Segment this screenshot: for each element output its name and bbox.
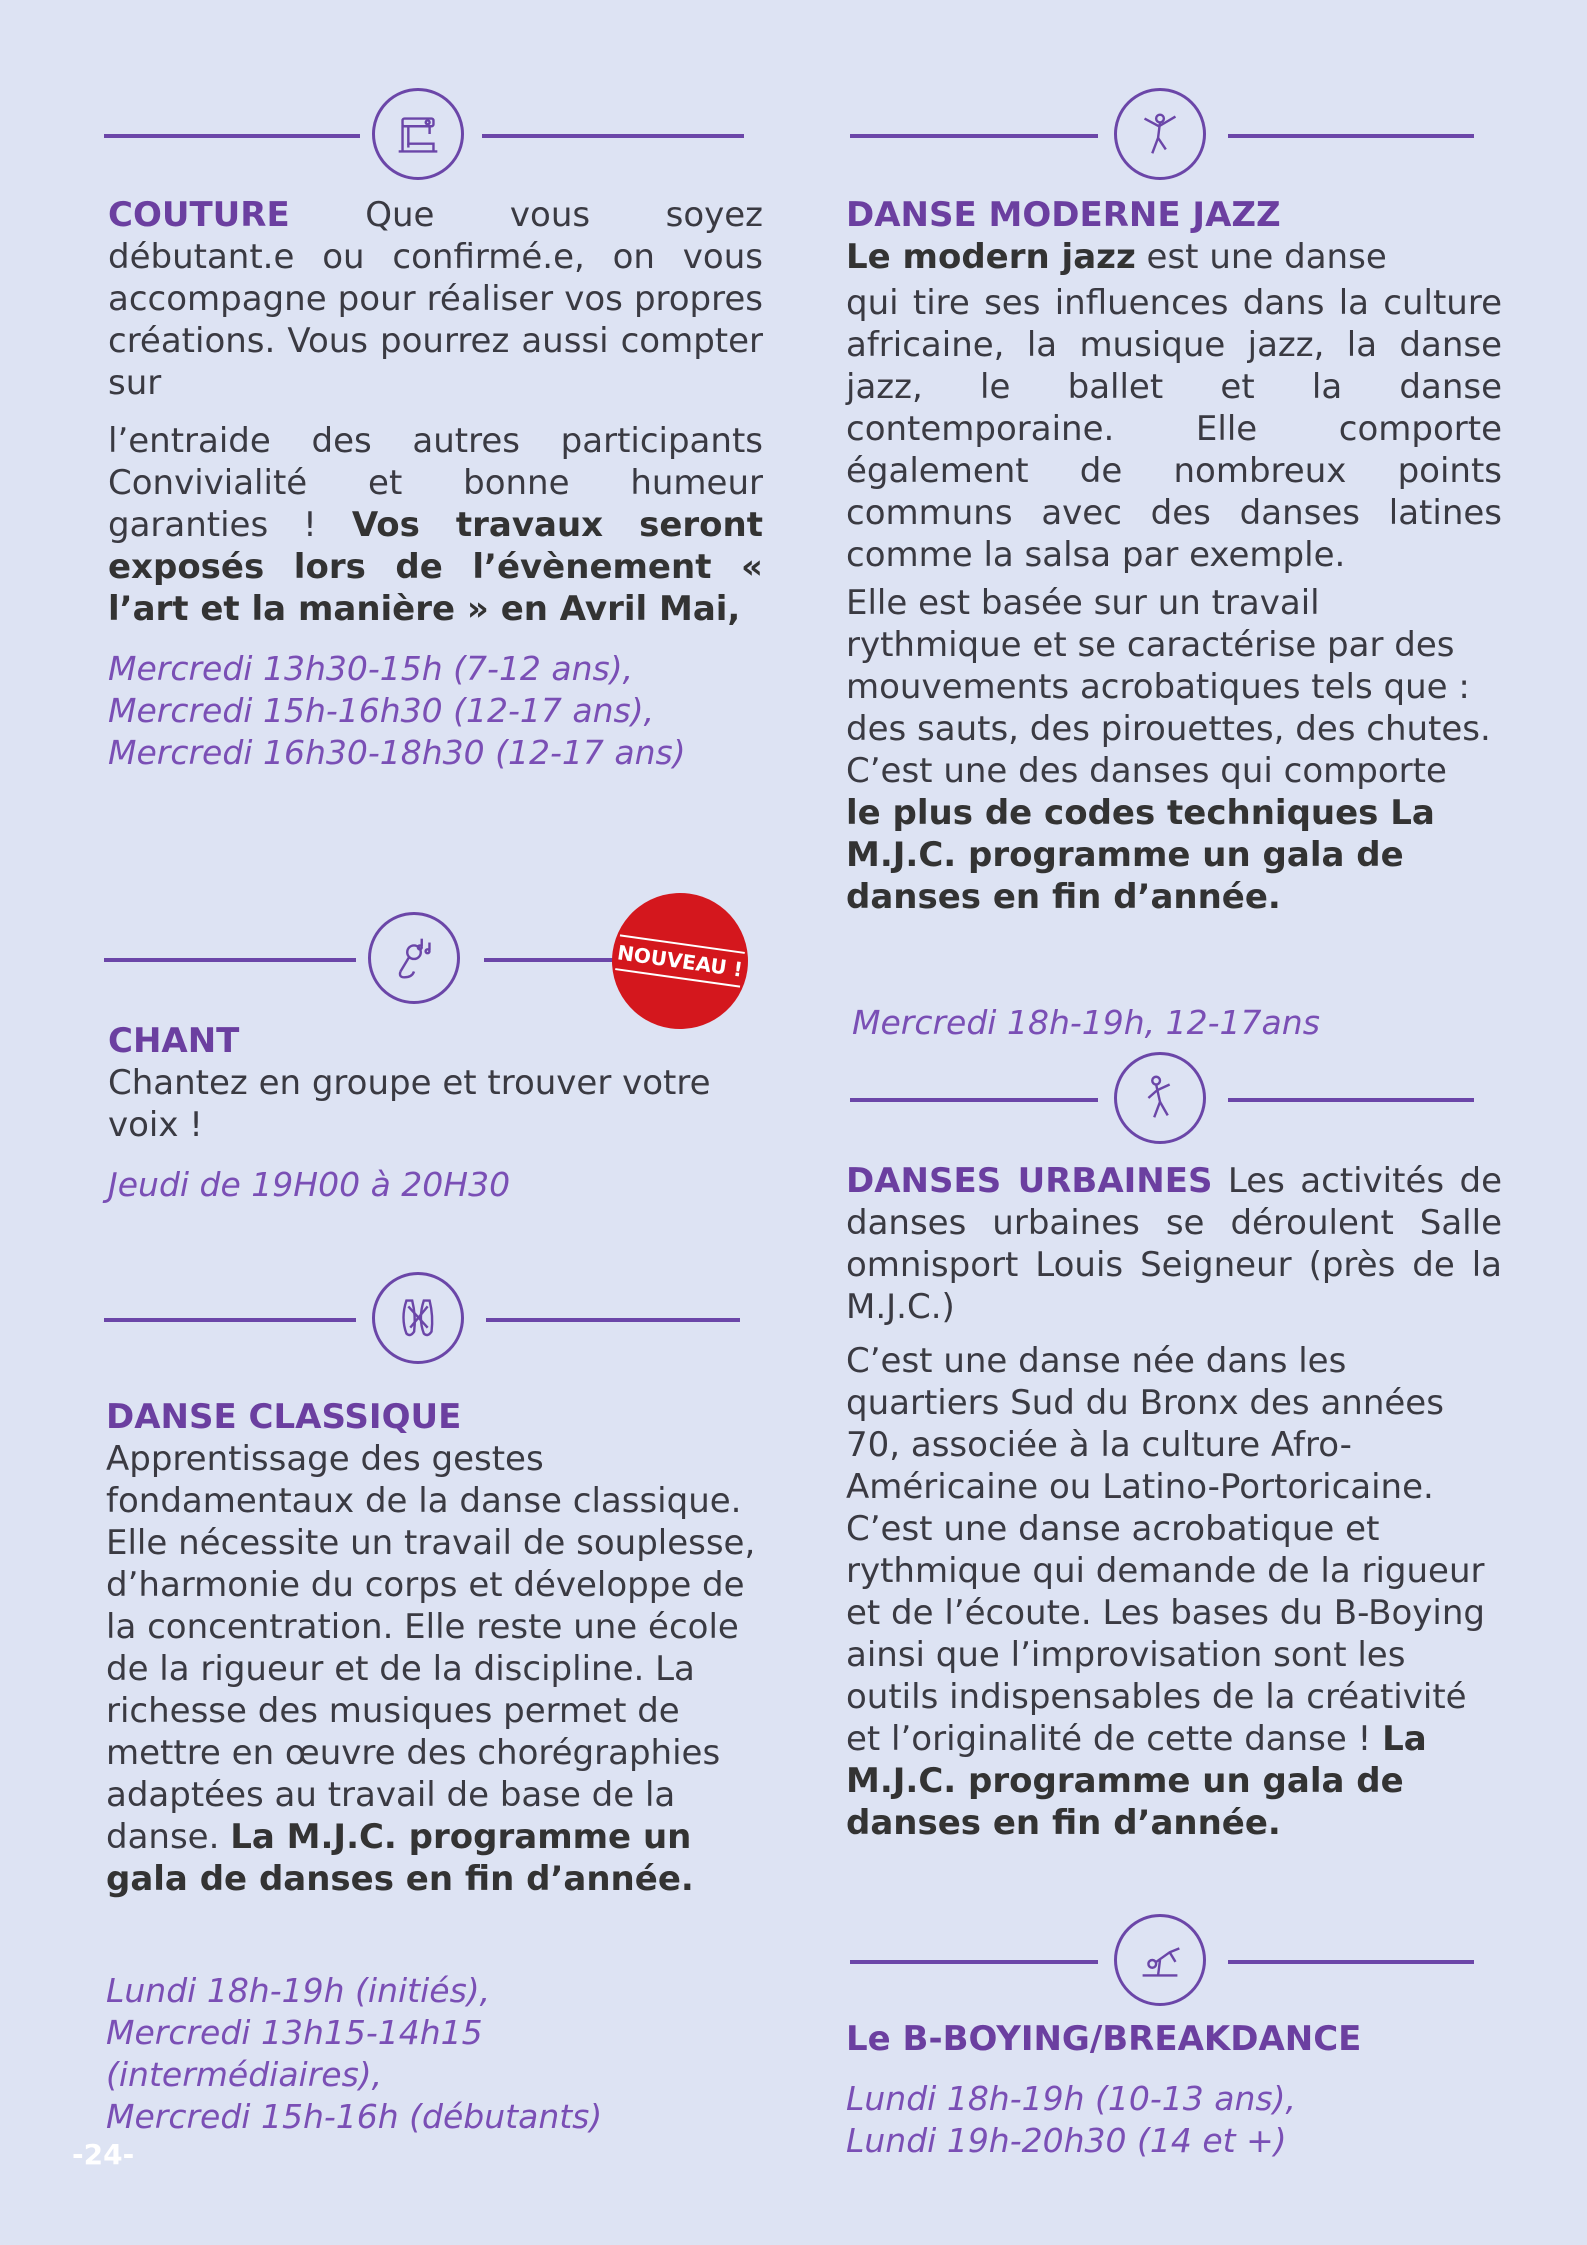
- jazz-title: DANSE MODERNE JAZZ: [846, 195, 1281, 235]
- schedule-line: Mercredi 15h-16h30 (12-17 ans),: [108, 691, 655, 730]
- jazz-text-2: Elle est basée sur un travail rythmique et se caractérise par des mouvements acrobatiques tels que : des sauts, des pirouettes, des chutes. C’est une des danses qui comporte: [846, 583, 1491, 791]
- chant-text: Chantez en groupe et trouver votre voix !: [108, 1063, 711, 1145]
- jazz-bold: le plus de codes techniques La M.J.C. programme un gala de danses en fin d’année.: [846, 793, 1435, 917]
- ballet-shoes-icon: [372, 1272, 464, 1364]
- jazz-section: [846, 194, 1502, 918]
- jazz-schedule: [852, 1002, 1502, 1044]
- couture-text-2: l’entraide des autres participants Convivialité et bonne humeur garanties !: [108, 421, 763, 545]
- couture-divider: [104, 88, 744, 184]
- urbaines-title: DANSES URBAINES: [846, 1161, 1213, 1201]
- urbaines-divider: [850, 1052, 1474, 1148]
- dancer-icon: [1114, 88, 1206, 180]
- microphone-icon: [368, 912, 460, 1004]
- classique-text: Apprentissage des gestes fondamentaux de la danse classique. Elle nécessite un travail de souplesse, d’harmonie du corps et développe de la concentration. Elle reste une école de la rigueur et de la discipline. La richesse des musiques permet de mettre en œuvre des chorégraphies adaptées au travail de base de la danse.: [106, 1439, 756, 1857]
- schedule-line: Jeudi de 19H00 à 20H30: [108, 1165, 511, 1204]
- couture-bold: Vos travaux seront exposés lors de l’évènement « l’art et la manière » en Avril Mai,: [108, 505, 763, 629]
- schedule-line: Mercredi 18h-19h, 12-17ans: [852, 1003, 1320, 1042]
- breakdance-freeze-icon: [1114, 1914, 1206, 2006]
- chant-divider: [104, 912, 624, 1008]
- urbaines-bold: La M.J.C. programme un gala de danses en fin d’année.: [846, 1719, 1427, 1843]
- bboying-title: Le B-BOYING/BREAKDANCE: [846, 2019, 1362, 2059]
- bboying-divider: [850, 1914, 1474, 2010]
- bboying-section: [846, 2018, 1502, 2060]
- schedule-line: Mercredi 13h15-14h15 (intermédiaires),: [106, 2013, 483, 2094]
- couture-text-1: Que vous soyez débutant.e ou confirmé.e, on vous accompagne pour réaliser vos propres créations. Vous pourrez aussi compter sur: [108, 195, 764, 403]
- classique-divider: [104, 1272, 740, 1368]
- couture-section-2: [108, 420, 763, 630]
- new-badge: NOUVEAU !: [603, 884, 757, 1038]
- schedule-line: Lundi 18h-19h (initiés),: [106, 1971, 491, 2010]
- chant-schedule: [108, 1164, 763, 1206]
- chant-section: [108, 1020, 763, 1146]
- breakdancer-icon: [1114, 1052, 1206, 1144]
- urbaines-text-1: Les activités de danses urbaines se déroulent Salle omnisport Louis Seigneur (près de la M.J.C.): [846, 1161, 1502, 1327]
- couture-schedule: [108, 648, 763, 774]
- classique-title: DANSE CLASSIQUE: [106, 1397, 462, 1437]
- bboying-schedule: [846, 2078, 1502, 2162]
- jazz-lead-bold: Le modern jazz: [846, 237, 1136, 277]
- classique-schedule: [106, 1970, 766, 2138]
- sewing-machine-icon: [372, 88, 464, 180]
- chant-title: CHANT: [108, 1021, 240, 1061]
- schedule-line: Lundi 18h-19h (10-13 ans),: [846, 2079, 1296, 2118]
- urbaines-section: [846, 1160, 1502, 1844]
- schedule-line: Mercredi 16h30-18h30 (12-17 ans): [108, 733, 686, 772]
- couture-section: [108, 194, 763, 404]
- schedule-line: Lundi 19h-20h30 (14 et +): [846, 2121, 1287, 2160]
- schedule-line: Mercredi 13h30-15h (7-12 ans),: [108, 649, 634, 688]
- classique-section: [106, 1396, 761, 1900]
- page-number: -24-: [72, 2138, 135, 2171]
- jazz-divider: [850, 88, 1474, 184]
- jazz-lead: est une danse: [1146, 237, 1387, 277]
- classique-bold: La M.J.C. programme un gala de danses en fin d’année.: [106, 1817, 694, 1899]
- urbaines-text-2: C’est une danse née dans les quartiers Sud du Bronx des années 70, associée à la culture Afro- Américaine ou Latino-Portoricaine. C’est une danse acrobatique et rythmique qui demande de la rigueur et de l’écoute. Les bases du B-Boying ainsi que l’improvisation sont les outils indispensables de la créativité et l’originalité de cette danse !: [846, 1341, 1485, 1759]
- jazz-text-1: qui tire ses influences dans la culture africaine, la musique jazz, la danse jazz, le ballet et la danse contemporaine. Elle comporte également de nombreux points communs avec des danses latines comme la salsa par exemple.: [846, 283, 1502, 575]
- couture-title: COUTURE: [108, 195, 290, 235]
- schedule-line: Mercredi 15h-16h (débutants): [106, 2097, 603, 2136]
